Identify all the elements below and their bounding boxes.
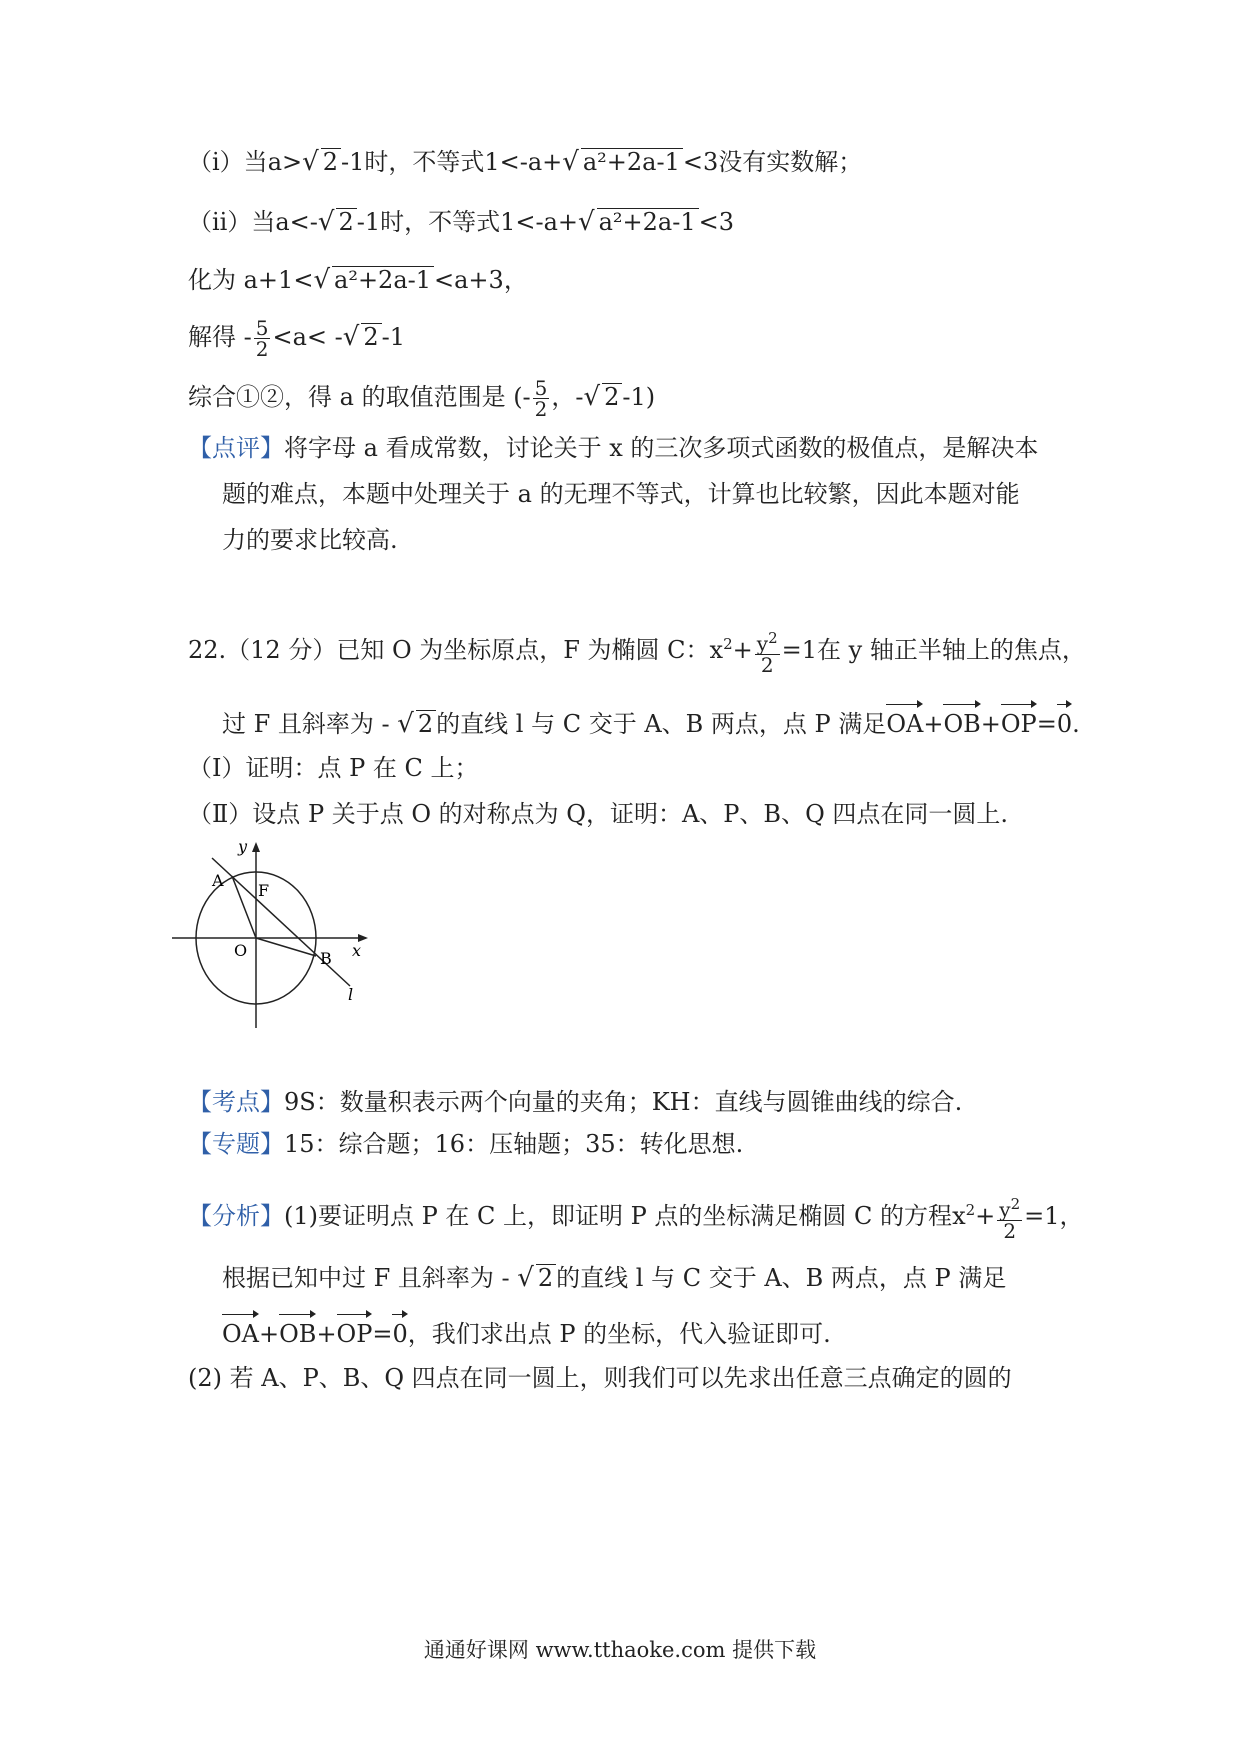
case-ii-line: （ii）当a<-√ 2 -1时，不等式1<-a+√ a²+2a-1 <3 bbox=[188, 207, 735, 237]
review-line-2: 题的难点，本题中处理关于 a 的无理不等式，计算也比较繁，因此本题对能 bbox=[222, 480, 1020, 508]
question-1: （Ⅰ）证明：点 P 在 C 上； bbox=[188, 754, 479, 782]
zhuanti-line: 【专题】15：综合题；16：压轴题；35：转化思想. bbox=[188, 1130, 744, 1158]
zhuanti-tag: 【专题】 bbox=[188, 1130, 284, 1158]
label-o: O bbox=[234, 941, 248, 960]
label-y: y bbox=[238, 838, 248, 856]
review-tag: 【点评】 bbox=[188, 434, 284, 462]
problem-line-2: 过 F 且斜率为 - √ 2 的直线 l 与 C 交于 A、B 两点，点 P 满足OA+OB+OP=0. bbox=[222, 700, 1080, 742]
footer: 通通好课网 www.tthaoke.com 提供下载 bbox=[423, 1638, 817, 1662]
ellipse-figure bbox=[168, 838, 378, 1038]
range-line: 综合①②，得 a 的取值范围是 (- $\frac{5}{2}$ ，-√ 2 -1) bbox=[188, 376, 656, 421]
label-a: A bbox=[212, 871, 224, 890]
problem-line-1: 22.（12 分）已知 O 为坐标原点，F 为椭圆 C：$x^2+$ $\frac{y^2}{2}$ =1在 y 轴正半轴上的焦点， bbox=[188, 629, 1086, 677]
fenxi-line-1: 【分析】(1)要证明点 P 在 C 上，即证明 P 点的坐标满足椭圆 C 的方程$x^2+$ $\frac{y^2}{2}$ =1， bbox=[188, 1195, 1084, 1243]
y-axis-arrow bbox=[252, 842, 260, 852]
case-i-line: （i）当a>√ 2 -1时，不等式1<-a+√ a²+2a-1 <3没有实数解； bbox=[188, 147, 863, 177]
label-x: x bbox=[352, 941, 362, 960]
segment-oa bbox=[232, 876, 256, 938]
transform-line: 化为 a+1<√ a²+2a-1 <a+3， bbox=[188, 265, 528, 295]
solution-line: 解得 - $\frac{5}{2}$ <a< -√ 2 -1 bbox=[188, 316, 405, 361]
fenxi-line-3: OA+OB+OP=0，我们求出点 P 的坐标，代入验证即可. bbox=[222, 1310, 831, 1352]
kaodian-tag: 【考点】 bbox=[188, 1088, 284, 1116]
review-line-3: 力的要求比较高. bbox=[222, 526, 398, 554]
label-l: l bbox=[348, 985, 354, 1004]
fenxi-tag: 【分析】 bbox=[188, 1202, 284, 1230]
label-b: B bbox=[320, 949, 332, 968]
question-2: （Ⅱ）设点 P 关于点 O 的对称点为 Q，证明：A、P、B、Q 四点在同一圆上. bbox=[188, 800, 1009, 828]
kaodian-line: 【考点】9S：数量积表示两个向量的夹角；KH：直线与圆锥曲线的综合. bbox=[188, 1088, 963, 1116]
label-f: F bbox=[258, 881, 270, 900]
fenxi-line-2: 根据已知中过 F 且斜率为 - √ 2 的直线 l 与 C 交于 A、B 两点，点 P 满足 bbox=[222, 1263, 1007, 1293]
review-line-1: 【点评】将字母 a 看成常数，讨论关于 x 的三次多项式函数的极值点，是解决本 bbox=[188, 434, 1039, 462]
fenxi-line-4: (2) 若 A、P、B、Q 四点在同一圆上，则我们可以先求出任意三点确定的圆的 bbox=[188, 1364, 1012, 1392]
